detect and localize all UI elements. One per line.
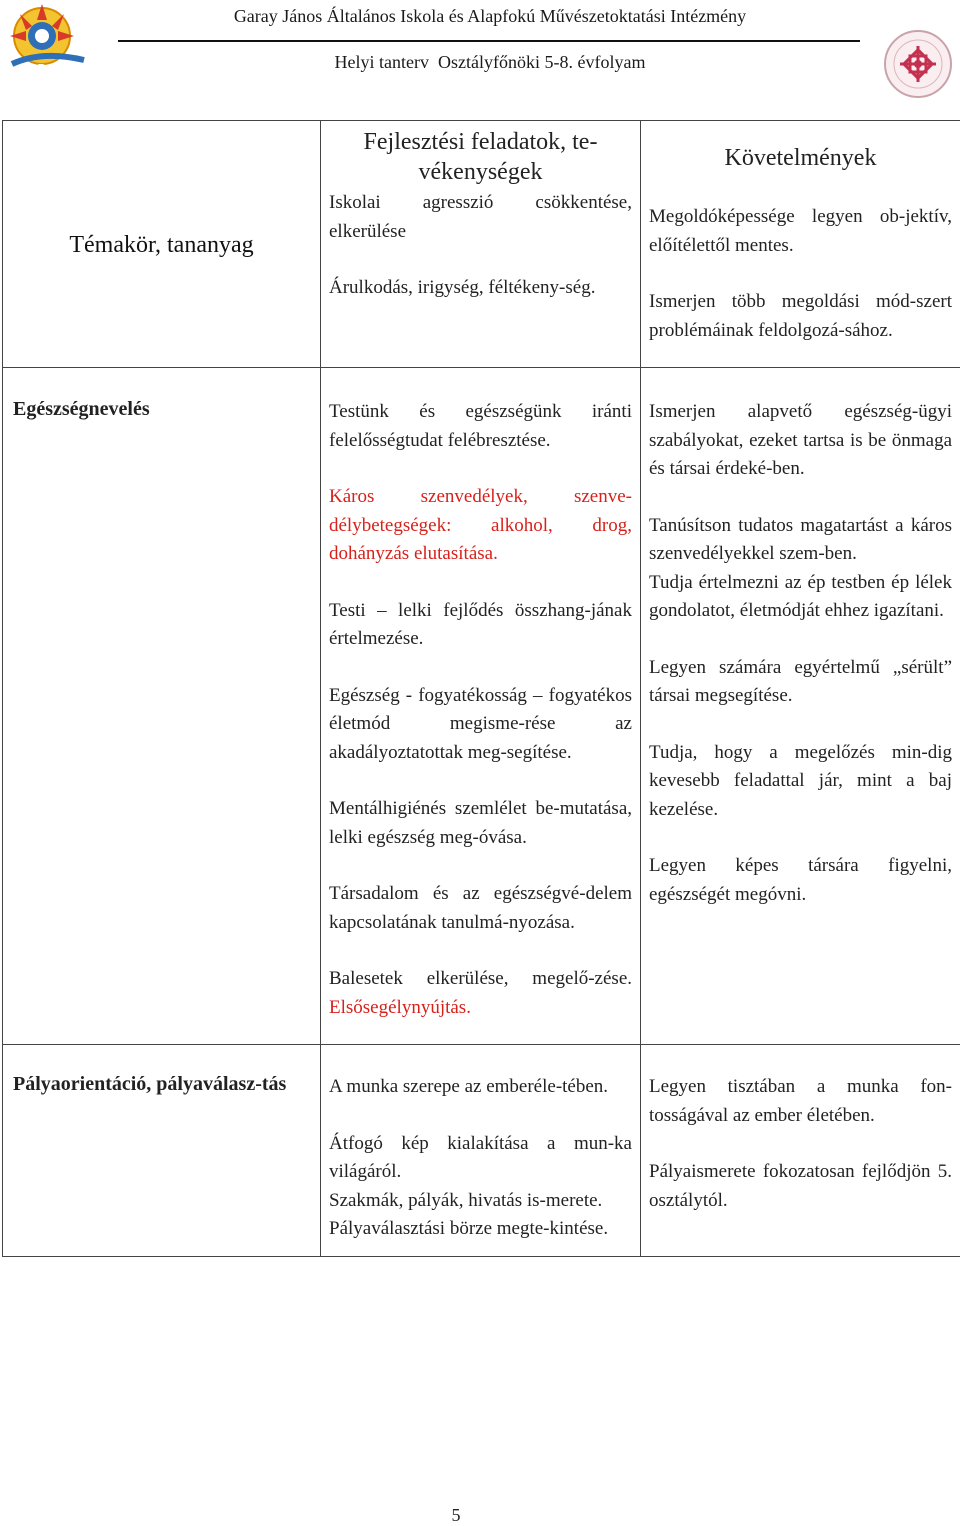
list-item: Legyen számára egyértelmű „sérült” társai megsegítése. bbox=[649, 654, 952, 711]
development-cell bbox=[321, 121, 641, 368]
list-item: Átfogó kép kialakítása a mun-ka világáról. bbox=[329, 1130, 632, 1187]
curriculum-subtitle: Helyi tanterv Osztályfőnöki 5-8. évfolyam bbox=[120, 52, 860, 73]
list-item: Testünk és egészségünk iránti felelősségtudat felébresztése. bbox=[329, 398, 632, 455]
column-header-development bbox=[321, 121, 640, 187]
list-item: Testi – lelki fejlődés összhang-jának értelmezése. bbox=[329, 597, 632, 654]
list-item: Ismerjen alapvető egészség-ügyi szabályokat, ezeket tartsa is be önmaga és társai érdeké-ben. bbox=[649, 398, 952, 484]
list-item-highlight: Elsősegélynyújtás. bbox=[329, 997, 471, 1018]
list-item: Iskolai agresszió csökkentése, elkerülése bbox=[329, 189, 632, 246]
column-header-topic-label: Témakör, tananyag bbox=[4, 228, 319, 260]
topic-label: Pályaorientáció, pályaválasz-tás bbox=[13, 1073, 286, 1095]
requirements-list bbox=[641, 368, 960, 1045]
list-item: Tudja értelmezni az ép testben ép lélek gondolatot, életmódját ehhez igazítani. bbox=[649, 569, 952, 626]
development-list bbox=[321, 368, 641, 1045]
svg-text:GARAY: GARAY bbox=[20, 62, 62, 75]
page-number: 5 bbox=[0, 1505, 912, 1526]
list-item: Legyen képes társára figyelni, egészségét megóvni. bbox=[649, 852, 952, 909]
list-item: A munka szerepe az emberéle-tében. bbox=[329, 1073, 632, 1102]
garay-school-logo-icon bbox=[2, 2, 92, 80]
table-row bbox=[3, 368, 960, 1045]
list-item: Ismerjen több megoldási mód-szert problémáinak feldolgozá-sához. bbox=[649, 288, 952, 345]
list-item: Megoldóképessége legyen ob-jektív, előítélettől mentes. bbox=[649, 203, 952, 260]
column-header-topic bbox=[3, 121, 321, 368]
list-item: Szakmák, pályák, hivatás is-merete. bbox=[329, 1187, 632, 1216]
list-item: Káros szenvedélyek, szenve-délybetegségek: alkohol, drog, dohányzás elutasítása. bbox=[329, 483, 632, 569]
requirements-list bbox=[641, 1045, 960, 1257]
column-header-requirements-label: Követelmények bbox=[725, 145, 877, 171]
list-item: Pályaválasztási börze megte-kintése. bbox=[329, 1215, 632, 1244]
column-header-requirements bbox=[641, 121, 960, 173]
table-row bbox=[3, 121, 960, 368]
topic-cell bbox=[3, 368, 321, 1045]
topic-label: Egészségnevelés bbox=[13, 398, 150, 420]
institution-seal-logo-icon bbox=[882, 28, 954, 100]
list-item: Egészség - fogyatékosság – fogyatékos életmód megisme-rése az akadályoztatottak meg-segítése. bbox=[329, 682, 632, 768]
column-header-development-label: Fejlesztési feladatok, te-vékenységek bbox=[364, 129, 598, 185]
list-item-text: Balesetek elkerülése, megelő-zése. bbox=[329, 968, 632, 989]
list-item: Pályaismerete fokozatosan fejlődjön 5. osztálytól. bbox=[649, 1158, 952, 1215]
development-list bbox=[321, 1045, 641, 1257]
list-item: Tanúsítson tudatos magatartást a káros szenvedélyekkel szem-ben. bbox=[649, 512, 952, 569]
list-item bbox=[329, 965, 632, 1022]
curriculum-table bbox=[2, 120, 960, 1257]
list-item: Tudja, hogy a megelőzés min-dig kevesebb feladattal jár, mint a baj kezelése. bbox=[649, 739, 952, 825]
list-item: Legyen tisztában a munka fon-tosságával az ember életében. bbox=[649, 1073, 952, 1130]
topic-cell bbox=[3, 1045, 321, 1257]
development-list bbox=[321, 187, 640, 325]
requirements-list bbox=[641, 173, 960, 367]
list-item: Mentálhigiénés szemlélet be-mutatása, lelki egészség meg-óvása. bbox=[329, 795, 632, 852]
list-item: Társadalom és az egészségvé-delem kapcsolatának tanulmá-nyozása. bbox=[329, 880, 632, 937]
list-item: Árulkodás, irigység, féltékeny-ség. bbox=[329, 274, 632, 303]
institution-title: Garay János Általános Iskola és Alapfokú Művészetoktatási Intézmény bbox=[120, 6, 860, 27]
header-rule bbox=[118, 40, 860, 42]
requirements-cell bbox=[641, 121, 960, 368]
table-row bbox=[3, 1045, 960, 1257]
